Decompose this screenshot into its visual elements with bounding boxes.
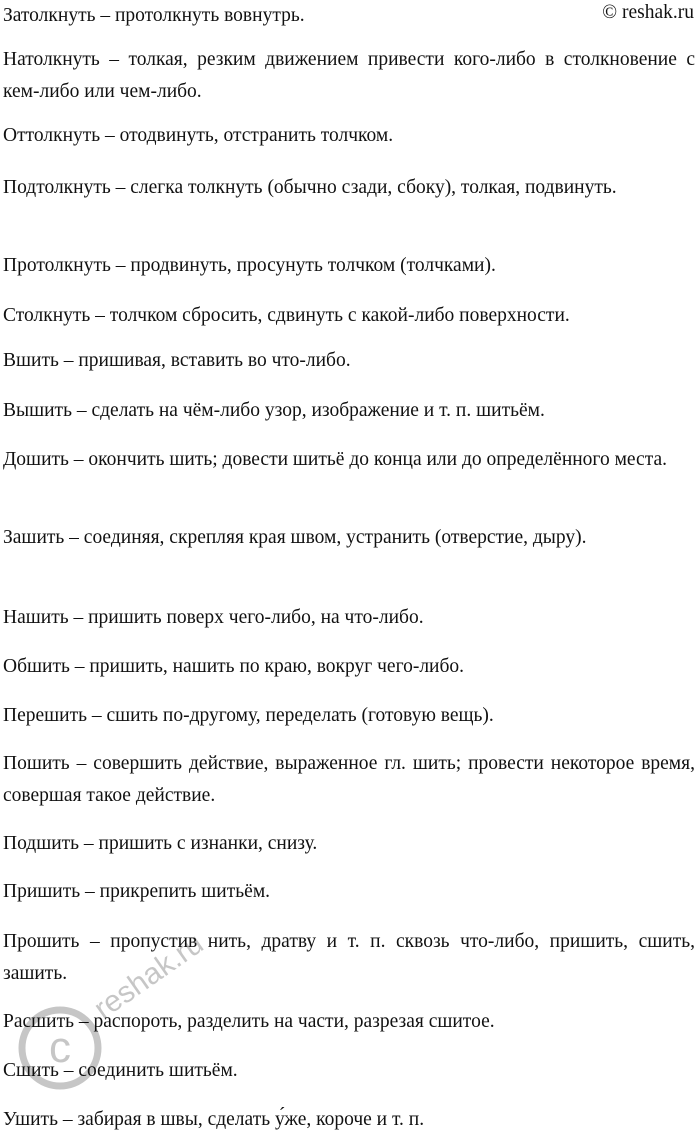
- entry-ottolknut: Оттолкнуть – отодвинуть, отстранить толчком.: [3, 125, 394, 146]
- entry-vshit: Вшить – пришивая, вставить во что-либо.: [3, 350, 351, 371]
- entry-podtolknut: Подтолкнуть – слегка толкнуть (обычно сзади, сбоку), толкая, подвинуть.: [3, 177, 617, 198]
- entry-stolknut: Столкнуть – толчком сбросить, сдвинуть с какой-либо поверхности.: [3, 305, 570, 326]
- copyright-c-glyph: c: [49, 1023, 71, 1072]
- entry-vyshit: Вышить – сделать на чём-либо узор, изображение и т. п. шитьём.: [3, 400, 545, 421]
- entry-natolknut: Натолкнуть – толкая, резким движением привести кого-либо в столкновение с кем-либо или чем-либо.: [3, 49, 695, 102]
- entry-proshit: Прошить – пропустив нить, дратву и т. п. сквозь что-либо, пришить, сшить, зашить.: [3, 931, 695, 984]
- watermark-logo-text: reshak.ru: [88, 926, 210, 1026]
- entry-prishit: Пришить – прикрепить шитьём.: [3, 881, 271, 902]
- entry-nashit: Нашить – пришить поверх чего-либо, на что-либо.: [3, 607, 424, 628]
- entry-obshit: Обшить – пришить, нашить по краю, вокруг чего-либо.: [3, 656, 465, 677]
- watermark-top-right: © reshak.ru: [602, 2, 694, 23]
- entry-doshit: Дошить – окончить шить; довести шитьё до конца или до определённого места.: [3, 449, 667, 470]
- entry-rasshit: Расшить – распороть, разделить на части, разрезая сшитое.: [3, 1011, 495, 1032]
- entry-poshit: Пошить – совершить действие, выраженное гл. шить; провести некоторое время, совершая такое действие.: [3, 753, 695, 806]
- entry-pereshit: Перешить – сшить по-другому, переделать (готовую вещь).: [3, 705, 494, 726]
- entry-protolknut: Протолкнуть – продвинуть, просунуть толчком (толчками).: [3, 255, 496, 276]
- entry-sshit: Сшить – соединить шитьём.: [3, 1060, 238, 1081]
- entry-zatolknut: Затолкнуть – протолкнуть вовнутрь.: [3, 5, 305, 26]
- entry-ushit: Ушить – забирая в швы, сделать у́же, короче и т. п.: [3, 1109, 425, 1130]
- entry-zashit: Зашить – соединяя, скрепляя края швом, устранить (отверстие, дыру).: [3, 527, 587, 548]
- entry-podshit: Подшить – пришить с изнанки, снизу.: [3, 833, 318, 854]
